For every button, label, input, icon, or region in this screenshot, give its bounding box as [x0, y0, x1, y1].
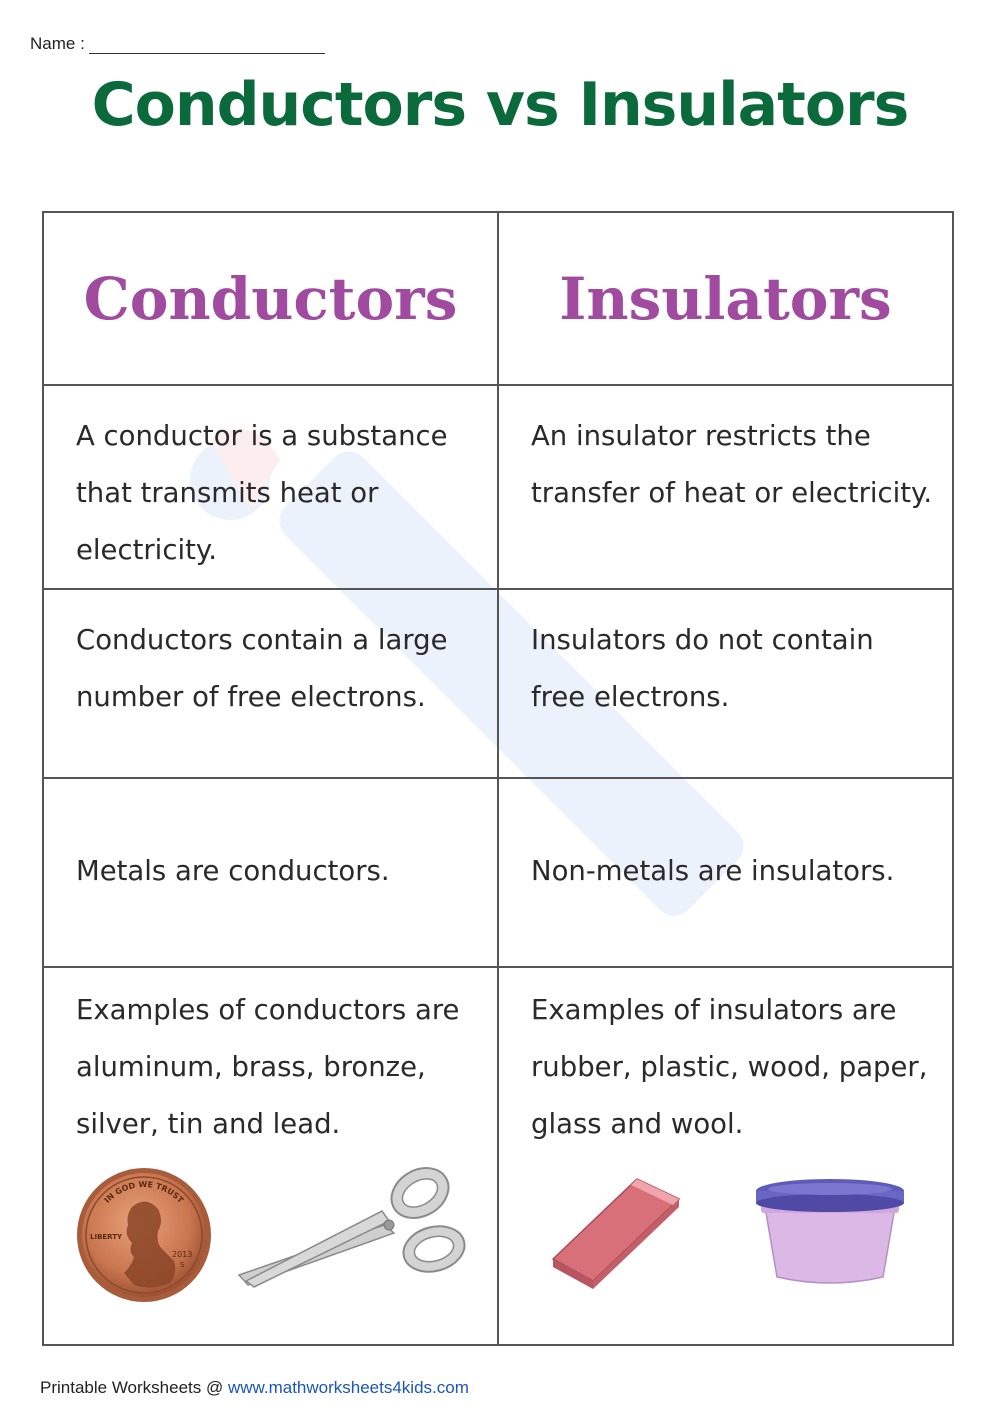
- table-cell-conductors: [43, 967, 498, 1345]
- cell-text: Insulators do not contain free electrons.: [531, 624, 874, 713]
- conductor-examples-illustration: [44, 1163, 497, 1323]
- cell-text: Non-metals are insulators.: [531, 855, 895, 887]
- table-cell-insulators: [498, 589, 953, 778]
- footer-link[interactable]: www.mathworksheets4kids.com: [227, 1378, 469, 1397]
- comparison-table: [42, 211, 954, 1346]
- penny-coin-icon: [74, 1165, 214, 1305]
- table-cell-conductors: [43, 778, 498, 967]
- table-cell-conductors: [43, 589, 498, 778]
- coin-liberty-text: LIBERTY: [90, 1233, 123, 1241]
- eraser-icon: [549, 1169, 689, 1299]
- table-row: [43, 589, 953, 778]
- column-header-label: Conductors: [83, 264, 458, 333]
- page-title: Conductors vs Insulators: [91, 70, 909, 140]
- table-cell-insulators: [498, 385, 953, 589]
- cell-text: Examples of conductors are aluminum, brass, bronze, silver, tin and lead.: [76, 994, 460, 1140]
- table-row: [43, 967, 953, 1345]
- plastic-container-icon: [753, 1177, 907, 1287]
- table-row: [43, 778, 953, 967]
- footer-label: Printable Worksheets @: [40, 1378, 228, 1397]
- cell-text: Conductors contain a large number of free electrons.: [76, 624, 448, 713]
- name-label: Name :: [30, 34, 85, 53]
- name-field: [30, 33, 325, 54]
- cell-text: Metals are conductors.: [76, 855, 390, 887]
- cell-text: An insulator restricts the transfer of heat or electricity.: [531, 420, 933, 509]
- column-header-conductors: [43, 212, 498, 385]
- coin-mint-mark: S: [180, 1261, 185, 1269]
- footer: [40, 1378, 469, 1398]
- coin-year: 2013: [172, 1250, 193, 1259]
- scissors-icon: [234, 1163, 474, 1293]
- cell-text: A conductor is a substance that transmits heat or electricity.: [76, 420, 448, 566]
- column-header-label: Insulators: [559, 264, 892, 333]
- coin-motto: IN GOD WE TRUST: [102, 1179, 186, 1205]
- cell-text: Examples of insulators are rubber, plastic, wood, paper, glass and wool.: [531, 994, 928, 1140]
- column-header-insulators: [498, 212, 953, 385]
- table-header-row: [43, 212, 953, 385]
- insulator-examples-illustration: [499, 1163, 952, 1323]
- name-line[interactable]: [89, 33, 325, 54]
- table-row: [43, 385, 953, 589]
- table-cell-insulators: [498, 778, 953, 967]
- table-cell-conductors: [43, 385, 498, 589]
- table-cell-insulators: [498, 967, 953, 1345]
